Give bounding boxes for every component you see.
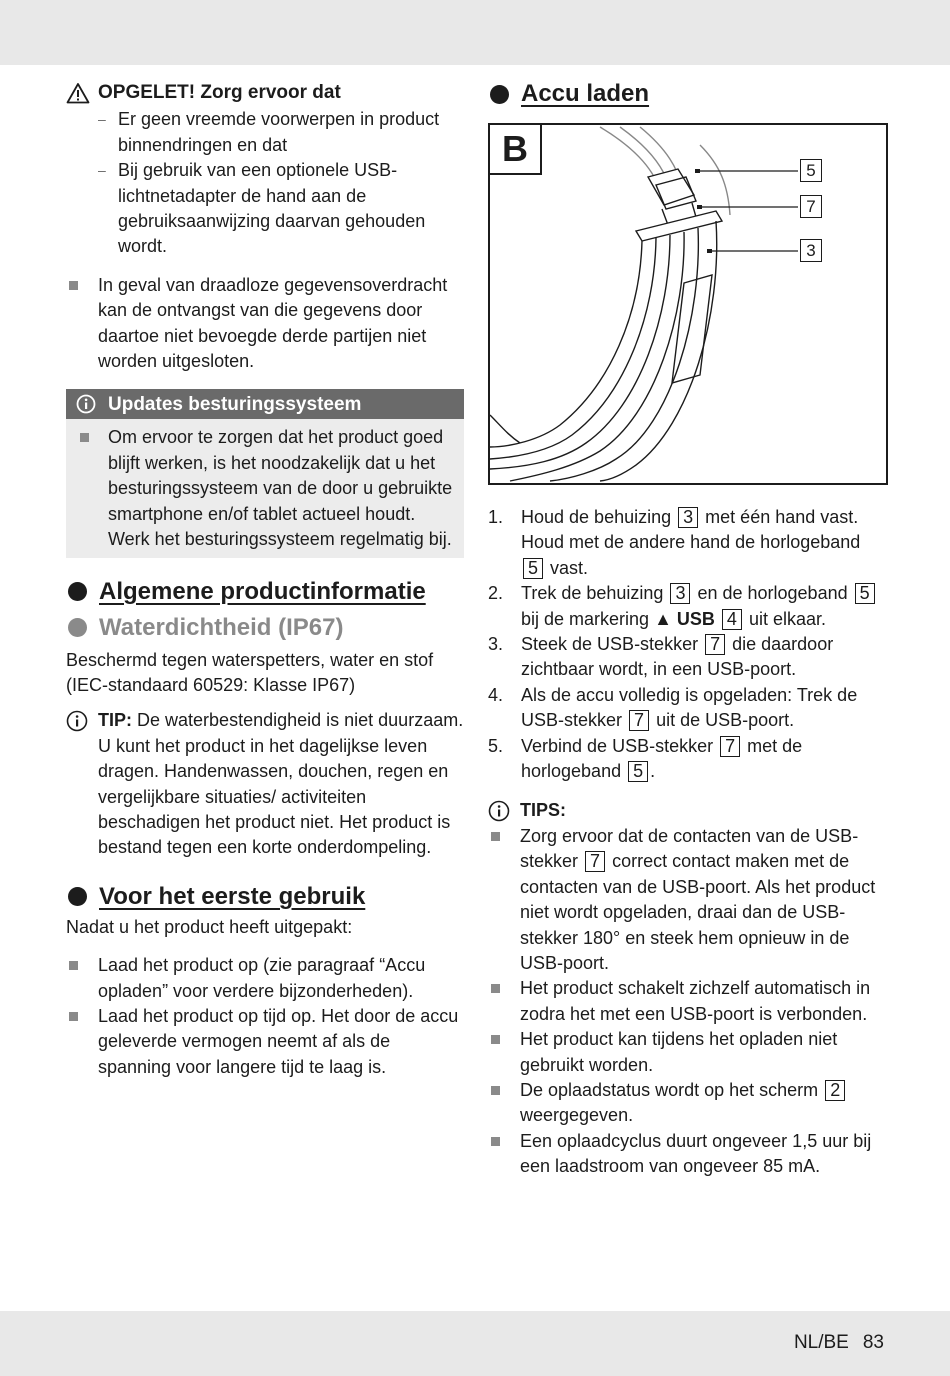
bullet-icon	[68, 887, 87, 906]
info-icon	[66, 710, 88, 732]
step-item: 5. Verbind de USB-stekker 7 met de horlogeband 5 .	[488, 735, 803, 782]
list-item: – Er geen vreemde voorwerpen in product binnendringen en dat	[98, 107, 464, 158]
updates-title: Updates besturingssysteem	[108, 393, 362, 415]
ref-box: 7	[720, 736, 740, 757]
wireless-note-list	[66, 273, 464, 375]
bullet-icon	[68, 618, 87, 637]
tips-heading	[488, 798, 888, 823]
footer-language: NL/BE	[793, 1332, 849, 1353]
ref-box: 2	[825, 1080, 845, 1101]
callout-7: 7	[800, 195, 822, 218]
bullet-icon	[490, 85, 509, 104]
tip-item: De oplaadstatus wordt op het scherm 2 weergegeven.	[488, 1078, 888, 1129]
charging-heading: Accu laden	[488, 78, 888, 110]
top-band	[0, 0, 950, 65]
tip-item: Het product schakelt zichzelf automatisch in zodra het met een USB-poort is verbonden.	[488, 976, 888, 1027]
callout-3: 3	[800, 239, 822, 262]
step-item: 2. Trek de behuizing 3 en de horlogeband 5 bij de markering ▲ USB 4 uit elkaar.	[488, 581, 888, 632]
first-use-heading: Voor het eerste gebruik	[66, 881, 464, 913]
tip-item: Het product kan tijdens het opladen niet gebruikt worden.	[488, 1027, 888, 1078]
ref-box: 7	[585, 851, 605, 872]
info-icon	[76, 394, 96, 414]
ref-box: 5	[523, 558, 543, 579]
warning-list	[98, 107, 464, 259]
first-use-intro: Nadat u het product heeft uitgepakt:	[66, 916, 353, 937]
updates-text: Om ervoor te zorgen dat het product goed blijft werken, is het noodzakelijk dat u het besturingssysteem van de door u gebruikte smartphone en/of tablet actueel houdt. Werk het besturingssysteem regelmatig bij.	[76, 425, 454, 552]
right-column	[488, 78, 888, 1180]
page-number: 83	[862, 1332, 884, 1353]
charging-steps	[488, 505, 888, 784]
warning-triangle-icon	[66, 82, 90, 104]
updates-box	[66, 389, 464, 557]
ref-box: 3	[670, 583, 690, 604]
step-item: 3. Steek de USB-stekker 7 die daardoor zichtbaar wordt, in een USB-poort.	[488, 634, 834, 680]
watch-strap-illustration	[490, 125, 886, 483]
updates-header	[66, 389, 464, 419]
tip-label: TIP:	[98, 710, 132, 731]
waterproof-heading: Waterdichtheid (IP67)	[66, 612, 464, 644]
wireless-note: In geval van draadloze gegevensoverdracht kan de ontvangst van die gegevens door daartoe niet bevoegde derde partijen niet worden uitgesloten.	[66, 273, 464, 375]
page-footer	[780, 1332, 884, 1354]
callout-5: 5	[800, 159, 822, 182]
ref-box: 3	[678, 507, 698, 528]
ref-box: 7	[629, 710, 649, 731]
ref-box: 5	[855, 583, 875, 604]
general-info-heading: Algemene productinformatie	[66, 576, 464, 608]
list-item: Laad het product op tijd op. Het door de accu geleverde vermogen neemt af als de spanning voor langere tijd te laag is.	[66, 1004, 464, 1080]
usb-marking: ▲ USB	[654, 608, 715, 629]
warning-heading	[66, 80, 464, 105]
first-use-list	[66, 953, 464, 1080]
step-item: 4. Als de accu volledig is opgeladen: Trek de USB-stekker 7 uit de USB-poort.	[488, 684, 858, 731]
waterproof-text: Beschermd tegen waterspetters, water en stof (IEC-standaard 60529: Klasse IP67)	[66, 649, 434, 695]
tips-list	[488, 824, 888, 1180]
tip-item: Zorg ervoor dat de contacten van de USB-stekker 7 correct contact maken met de contacten van de USB-poort. Als het product niet wordt opgeladen, draai dan de USB-stekker 180° en steek hem opnieuw in de USB-poort.	[488, 824, 888, 976]
info-icon	[488, 800, 510, 822]
tip-text: De waterbestendigheid is niet duurzaam. U kunt het product in het dagelijkse leven dragen. Handenwassen, douchen, regen en vergelijkbare situaties/ activiteiten beschadigen het product niet. Het product is bestand tegen een korte onderdompeling.	[98, 710, 464, 858]
left-column	[66, 78, 464, 1080]
bullet-icon	[68, 582, 87, 601]
ref-box: 4	[722, 609, 742, 630]
figure-label: B	[490, 125, 542, 175]
list-item: Laad het product op (zie paragraaf “Accu opladen” voor verdere bijzonderheden).	[66, 953, 464, 1004]
warning-title: OPGELET! Zorg ervoor dat	[98, 82, 341, 103]
updates-list	[76, 425, 454, 552]
tips-title: TIPS:	[520, 800, 567, 821]
tip-item: Een oplaadcyclus duurt ongeveer 1,5 uur bij een laadstroom van ongeveer 85 mA.	[488, 1129, 888, 1180]
ref-box: 5	[628, 761, 648, 782]
tip	[66, 708, 464, 860]
list-item: – Bij gebruik van een optionele USB-lichtnetadapter de hand aan de gebruiksaanwijzing daarvan gehouden wordt.	[98, 158, 464, 260]
figure-b	[488, 123, 888, 485]
ref-box: 7	[705, 634, 725, 655]
step-item: 1. Houd de behuizing 3 met één hand vast. Houd met de andere hand de horlogeband 5 vast.	[488, 507, 861, 578]
